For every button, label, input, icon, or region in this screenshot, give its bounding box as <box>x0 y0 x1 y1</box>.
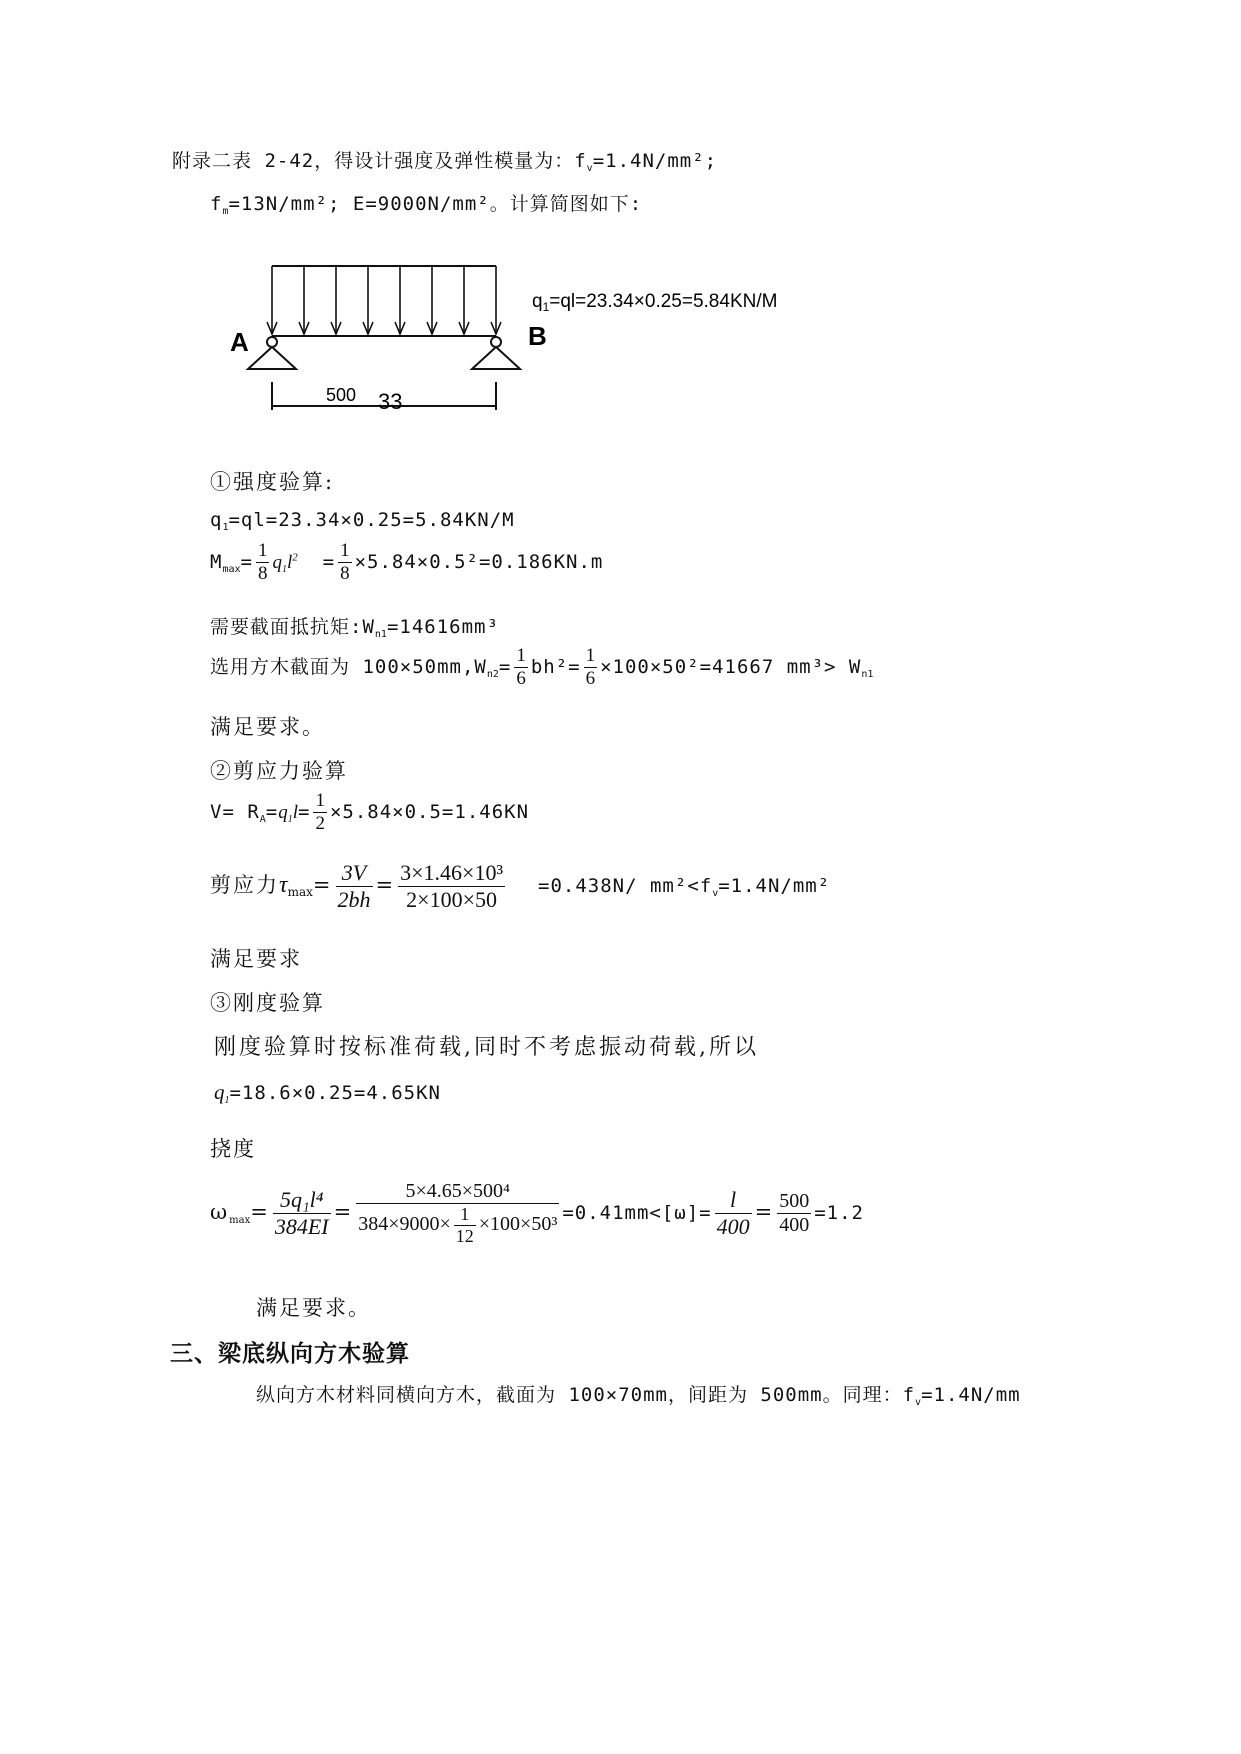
section3-sub: v <box>915 1397 922 1408</box>
section3-end: =1.4N/mm <box>921 1384 1021 1406</box>
q1-rest: =ql=23.34×0.25=5.84KN/M <box>228 509 515 531</box>
w-mid: =0.41mm<[ω]= <box>562 1202 712 1224</box>
tau-num1: 3V <box>341 860 367 885</box>
support-a-pin <box>267 337 277 347</box>
section-fraction-1 <box>514 645 528 690</box>
mmax-sub: max <box>222 564 241 575</box>
q1-prefix: q <box>210 509 223 531</box>
intro-text: 附录二表 2-42，得设计强度及弹性模量为： <box>172 150 575 172</box>
v-prefix: V= R <box>210 801 260 823</box>
wn1-text: 需要截面抵抗矩:W <box>210 616 375 638</box>
shear-heading: ②剪应力验算 <box>210 759 348 783</box>
section-line: 选用方木截面为 $100\times 50mm,W_{n2}=$ $\frac{1}{6}$ bh²= $\frac{1}{6}$ ×100×50²=41667 $mm^3> W_{n1}$ <box>210 645 874 689</box>
support-a-triangle <box>248 347 296 369</box>
tau-tail: =0.438N/ mm²<f <box>538 875 713 897</box>
stiffness-heading: ③刚度验算 <box>210 991 325 1015</box>
section3-heading: 三、梁底纵向方木验算 <box>170 1341 410 1367</box>
q1-stiff-rest: =18.6×0.25=4.65KN <box>229 1082 441 1104</box>
w-l-fraction <box>715 1187 752 1240</box>
tau-tail-end: =1.4N/mm² <box>718 875 831 897</box>
stiffness-desc: 刚度验算时按标准荷载,同时不考虑振动荷载,所以 <box>214 1035 759 1060</box>
frac-den-2: 8 <box>340 563 350 584</box>
load-rest: =ql=23.34×0.25=5.84KN/M <box>549 291 778 312</box>
deflection-label: 挠度 <box>210 1137 256 1161</box>
ql-term: $q_1l$ <box>278 802 299 825</box>
deflection-line: $\omega_{max}=$ $\frac{\text{5q₁l⁴}}{384EI}$ = 5×4.65×500⁴ 384×9000× $\frac{1}{12}$ ×100×50³ =0.41mm<[ω]= $\frac{l}{400}$ = $\frac{500}{400}$ =1.2 <box>210 1180 864 1246</box>
frac6-den: 6 <box>516 668 526 689</box>
w-den2-frac-num: 1 <box>460 1204 470 1224</box>
support-b-pin <box>491 337 501 347</box>
stiffness-ok: 满足要求。 <box>256 1296 371 1320</box>
tau-den2: 2×100×50 <box>398 886 505 913</box>
w-end: =1.2 <box>814 1202 864 1224</box>
tau-symbol: τ <box>279 872 288 898</box>
l-num: l <box>730 1187 737 1212</box>
q1-stiff-line <box>214 1080 441 1106</box>
mmax-tail: ×5.84×0.5²=0.186KN.m <box>354 551 604 573</box>
w-den2-frac-den: 12 <box>455 1226 474 1246</box>
beam-diagram <box>230 250 1130 450</box>
q1-line <box>210 509 515 533</box>
support-a-label: A <box>230 327 249 357</box>
q1-sub: 1 <box>222 522 229 533</box>
tau-fraction-2 <box>398 860 505 913</box>
w-den2-fraction <box>454 1204 476 1247</box>
tau-line: 剪应力$\tau_{max}=$ $\frac{3V}{2bh}$ = $\frac{\text{3×1.46×10³}}{2\times 100\times 50}$ =0.438N/ $mm^2<f_v=1.4N$/mm² <box>210 860 831 912</box>
w-den1: 384EI <box>274 1214 329 1239</box>
tau-den1: 2bh <box>337 887 371 912</box>
frac-num-2: 1 <box>340 540 350 561</box>
w-num2: 5×4.65×500⁴ <box>405 1180 511 1202</box>
support-b-label: B <box>528 321 547 351</box>
fm-sub: m <box>222 206 229 217</box>
tau-sub: max <box>287 885 313 899</box>
v-num: 500 <box>779 1190 810 1212</box>
section-tail: ×100×50²=41667 mm³> W <box>600 656 862 678</box>
section-text: 选用方木截面为 100×50mm,W <box>210 656 487 678</box>
bh-text: bh²= <box>530 656 581 678</box>
load-sub: 1 <box>542 300 550 314</box>
load-arrows <box>267 266 501 334</box>
intro-line-2 <box>210 189 642 217</box>
wn2-sub: n2 <box>486 669 499 680</box>
fm-value: =13N/mm²; E=9000N/mm²。计算简图如下: <box>228 193 643 215</box>
frac6-num: 1 <box>516 645 526 666</box>
half-den: 2 <box>315 813 325 834</box>
w-den2-a: 384×9000× <box>358 1213 451 1236</box>
half-num: 1 <box>315 790 325 811</box>
strength-ok: 满足要求。 <box>210 715 325 739</box>
q1-stiff-symbol: $q_1$ <box>214 1080 230 1106</box>
section-fraction-2 <box>584 645 598 690</box>
section3-text <box>256 1380 1021 1408</box>
tau-fraction-1 <box>336 860 373 913</box>
section-tail-sub: n1 <box>861 669 874 680</box>
v-tail: ×5.84×0.5=1.46KN <box>329 801 530 823</box>
tau-tail-sub: v <box>712 888 719 899</box>
l-den: 400 <box>716 1214 750 1239</box>
tau-label: 剪应力 <box>210 873 279 897</box>
w-fraction-2 <box>356 1180 559 1247</box>
wn1-value: =14616mm³ <box>386 616 499 638</box>
section3-body: 纵向方木材料同横向方木，截面为 100×70mm，间距为 500mm。同理：f <box>256 1384 916 1406</box>
w-sub: max <box>229 1215 251 1226</box>
fv-sub: v <box>586 163 593 174</box>
w-den2 <box>356 1203 559 1247</box>
wn1-line <box>210 612 499 640</box>
strength-heading: ①强度验算: <box>210 470 335 494</box>
v-sub: A <box>259 814 266 825</box>
dim-overlap: 33 <box>378 389 403 414</box>
wn1-sub: n1 <box>374 629 387 640</box>
v-line: $V= R_A=q_1l=$ $\frac{1}{2}$ ×5.84×0.5=1.46KN <box>210 790 530 834</box>
support-b-triangle <box>472 347 520 369</box>
frac-den: 8 <box>257 563 268 584</box>
load-label <box>532 291 777 314</box>
tau-num2: 3×1.46×10³ <box>400 860 504 885</box>
mmax-fraction-1 <box>256 540 270 585</box>
w-prefix: ω <box>210 1200 230 1224</box>
ql2-term: $q_1l^2$ <box>272 551 298 575</box>
shear-ok: 满足要求 <box>210 947 302 971</box>
frac-num: 1 <box>257 540 268 561</box>
fv-label: f <box>574 150 587 172</box>
frac6-num-2: 1 <box>585 645 596 666</box>
w-num1: 5q₁l⁴ <box>280 1187 324 1212</box>
intro-line-1 <box>172 146 717 174</box>
mmax-fraction-2 <box>338 540 352 585</box>
load-q: q <box>532 291 543 312</box>
mmax-line: $M_{max}=$ $\frac{1}{8}$ $q_1l^2$ = $\frac{1}{8}$ ×5.84×0.5²=0.186KN.m <box>210 540 604 584</box>
frac6-den-2: 6 <box>585 668 596 689</box>
w-v-fraction <box>777 1190 811 1237</box>
v-den: 400 <box>779 1214 810 1236</box>
w-den2-b: ×100×50³ <box>478 1213 558 1236</box>
fv-value: =1.4N/mm²; <box>592 150 718 172</box>
w-fraction-1 <box>273 1187 331 1240</box>
v-fraction <box>313 790 327 835</box>
fm-label: f <box>210 193 223 215</box>
dim-value: 500 <box>326 385 357 405</box>
mmax-prefix: M <box>210 551 223 573</box>
